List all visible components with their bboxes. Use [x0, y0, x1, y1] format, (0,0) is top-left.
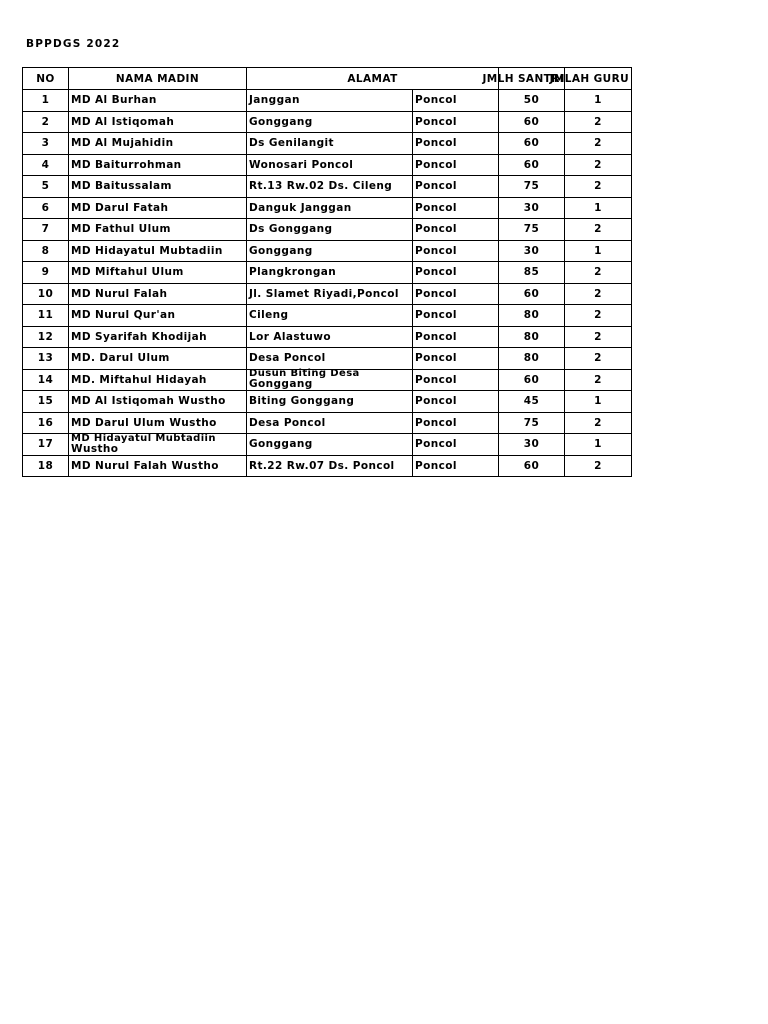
cell-kecamatan: Poncol — [413, 154, 499, 176]
cell-jumlah-guru: 2 — [565, 348, 632, 370]
table-row — [23, 90, 632, 112]
table-row — [23, 305, 632, 327]
cell-nama-madin: MD Miftahul Ulum — [69, 262, 247, 284]
cell-kecamatan: Poncol — [413, 348, 499, 370]
cell-alamat: Ds Gonggang — [247, 219, 413, 241]
cell-nama-madin: MD Al Burhan — [69, 90, 247, 112]
cell-alamat: Ds Genilangit — [247, 133, 413, 155]
cell-nama-madin: MD Nurul Falah Wustho — [69, 455, 247, 477]
cell-jumlah-santri: 30 — [499, 434, 565, 456]
cell-alamat: Cileng — [247, 305, 413, 327]
cell-no: 10 — [23, 283, 69, 305]
cell-no: 2 — [23, 111, 69, 133]
cell-no: 12 — [23, 326, 69, 348]
cell-nama-madin: MD. Darul Ulum — [69, 348, 247, 370]
cell-jumlah-guru: 2 — [565, 326, 632, 348]
cell-no: 9 — [23, 262, 69, 284]
cell-nama-madin: MD Al Istiqomah — [69, 111, 247, 133]
header-no: NO — [23, 68, 69, 90]
cell-kecamatan: Poncol — [413, 434, 499, 456]
cell-alamat: Desa Poncol — [247, 348, 413, 370]
header-jumlah-guru — [549, 68, 632, 90]
cell-jumlah-santri: 60 — [499, 369, 565, 391]
cell-no: 17 — [23, 434, 69, 456]
cell-alamat: Rt.22 Rw.07 Ds. Poncol — [247, 455, 413, 477]
cell-nama-madin: MD Nurul Falah — [69, 283, 247, 305]
table-row — [23, 133, 632, 155]
cell-jumlah-guru: 2 — [565, 111, 632, 133]
cell-alamat-line1: Dusun Biting Desa — [249, 368, 360, 379]
table-row — [23, 412, 632, 434]
cell-jumlah-santri: 30 — [499, 197, 565, 219]
table-row — [23, 391, 632, 413]
cell-kecamatan: Poncol — [413, 391, 499, 413]
cell-jumlah-guru: 2 — [565, 283, 632, 305]
cell-nama-madin: MD Baiturrohman — [69, 154, 247, 176]
cell-alamat: Jl. Slamet Riyadi,Poncol — [247, 283, 413, 305]
cell-jumlah-guru: 2 — [565, 412, 632, 434]
cell-alamat: Janggan — [247, 90, 413, 112]
cell-jumlah-guru: 2 — [565, 455, 632, 477]
cell-kecamatan: Poncol — [413, 176, 499, 198]
cell-nama-madin-line2: Wustho — [71, 442, 119, 455]
cell-kecamatan: Poncol — [413, 412, 499, 434]
header-nama-madin: NAMA MADIN — [69, 68, 247, 90]
table-row — [23, 154, 632, 176]
cell-jumlah-guru: 2 — [565, 369, 632, 391]
cell-jumlah-santri: 60 — [499, 133, 565, 155]
table-header-row — [23, 68, 632, 90]
cell-kecamatan: Poncol — [413, 219, 499, 241]
cell-kecamatan: Poncol — [413, 305, 499, 327]
cell-jumlah-guru: 1 — [565, 391, 632, 413]
cell-nama-madin: MD Hidayatul Mubtadiin — [69, 240, 247, 262]
header-jumlah-santri-text: JMLH SANTRI — [482, 72, 565, 85]
madin-table — [22, 67, 632, 477]
cell-kecamatan: Poncol — [413, 455, 499, 477]
cell-no: 4 — [23, 154, 69, 176]
cell-jumlah-santri: 60 — [499, 111, 565, 133]
cell-jumlah-santri: 50 — [499, 90, 565, 112]
cell-jumlah-guru: 1 — [565, 434, 632, 456]
cell-jumlah-guru: 1 — [565, 90, 632, 112]
cell-jumlah-santri: 45 — [499, 391, 565, 413]
cell-alamat: Gonggang — [247, 111, 413, 133]
cell-no: 8 — [23, 240, 69, 262]
cell-jumlah-guru: 1 — [565, 240, 632, 262]
header-alamat: ALAMAT — [247, 68, 499, 90]
cell-nama-madin: MD Fathul Ulum — [69, 219, 247, 241]
cell-jumlah-santri: 80 — [499, 348, 565, 370]
table-body — [23, 90, 632, 477]
cell-alamat-line2: Gonggang — [249, 378, 313, 390]
cell-nama-madin: MD Syarifah Khodijah — [69, 326, 247, 348]
cell-alamat: Gonggang — [247, 240, 413, 262]
cell-jumlah-santri: 60 — [499, 455, 565, 477]
cell-jumlah-santri: 75 — [499, 176, 565, 198]
cell-no: 3 — [23, 133, 69, 155]
cell-kecamatan: Poncol — [413, 133, 499, 155]
cell-no: 6 — [23, 197, 69, 219]
cell-alamat: Plangkrongan — [247, 262, 413, 284]
cell-alamat: Desa Poncol — [247, 412, 413, 434]
cell-jumlah-santri: 60 — [499, 283, 565, 305]
cell-nama-madin: MD. Miftahul Hidayah — [69, 369, 247, 391]
cell-jumlah-guru: 2 — [565, 176, 632, 198]
table-row — [23, 240, 632, 262]
cell-alamat: Danguk Janggan — [247, 197, 413, 219]
table-row — [23, 262, 632, 284]
cell-alamat: Biting Gonggang — [247, 391, 413, 413]
cell-nama-madin: MD Nurul Qur'an — [69, 305, 247, 327]
cell-jumlah-santri: 85 — [499, 262, 565, 284]
cell-jumlah-santri: 80 — [499, 305, 565, 327]
cell-alamat — [247, 369, 413, 391]
cell-nama-madin: MD Darul Ulum Wustho — [69, 412, 247, 434]
table-row — [23, 176, 632, 198]
cell-no: 5 — [23, 176, 69, 198]
cell-jumlah-guru: 1 — [565, 197, 632, 219]
cell-jumlah-santri: 60 — [499, 154, 565, 176]
table-row — [23, 455, 632, 477]
table-row — [23, 348, 632, 370]
table-row — [23, 283, 632, 305]
cell-kecamatan: Poncol — [413, 262, 499, 284]
cell-kecamatan: Poncol — [413, 283, 499, 305]
cell-jumlah-santri: 75 — [499, 412, 565, 434]
cell-nama-madin: MD Baitussalam — [69, 176, 247, 198]
cell-alamat: Gonggang — [247, 434, 413, 456]
header-jumlah-guru-text: JMLAH GURU — [549, 72, 630, 85]
cell-jumlah-guru: 2 — [565, 133, 632, 155]
cell-jumlah-santri: 30 — [499, 240, 565, 262]
cell-jumlah-guru: 2 — [565, 262, 632, 284]
cell-jumlah-santri: 80 — [499, 326, 565, 348]
table-row — [23, 369, 632, 391]
cell-jumlah-santri: 75 — [499, 219, 565, 241]
cell-nama-madin-line1: MD Hidayatul Mubtadiin — [71, 432, 216, 444]
cell-jumlah-guru: 2 — [565, 305, 632, 327]
cell-kecamatan: Poncol — [413, 369, 499, 391]
document-title: BPPDGS 2022 — [26, 38, 121, 50]
cell-kecamatan: Poncol — [413, 90, 499, 112]
cell-alamat: Lor Alastuwo — [247, 326, 413, 348]
cell-no: 13 — [23, 348, 69, 370]
cell-kecamatan: Poncol — [413, 240, 499, 262]
cell-no: 18 — [23, 455, 69, 477]
cell-alamat: Wonosari Poncol — [247, 154, 413, 176]
cell-kecamatan: Poncol — [413, 197, 499, 219]
cell-no: 14 — [23, 369, 69, 391]
cell-kecamatan: Poncol — [413, 326, 499, 348]
table-row — [23, 197, 632, 219]
table-row — [23, 326, 632, 348]
cell-alamat: Rt.13 Rw.02 Ds. Cileng — [247, 176, 413, 198]
cell-no: 11 — [23, 305, 69, 327]
cell-jumlah-guru: 2 — [565, 219, 632, 241]
table-row — [23, 219, 632, 241]
cell-nama-madin: MD Darul Fatah — [69, 197, 247, 219]
cell-no: 15 — [23, 391, 69, 413]
cell-nama-madin: MD Al Istiqomah Wustho — [69, 391, 247, 413]
cell-no: 1 — [23, 90, 69, 112]
cell-no: 7 — [23, 219, 69, 241]
cell-nama-madin: MD Al Mujahidin — [69, 133, 247, 155]
cell-kecamatan: Poncol — [413, 111, 499, 133]
cell-no: 16 — [23, 412, 69, 434]
cell-nama-madin — [69, 434, 247, 456]
cell-jumlah-guru: 2 — [565, 154, 632, 176]
table-row — [23, 434, 632, 456]
table-row — [23, 111, 632, 133]
